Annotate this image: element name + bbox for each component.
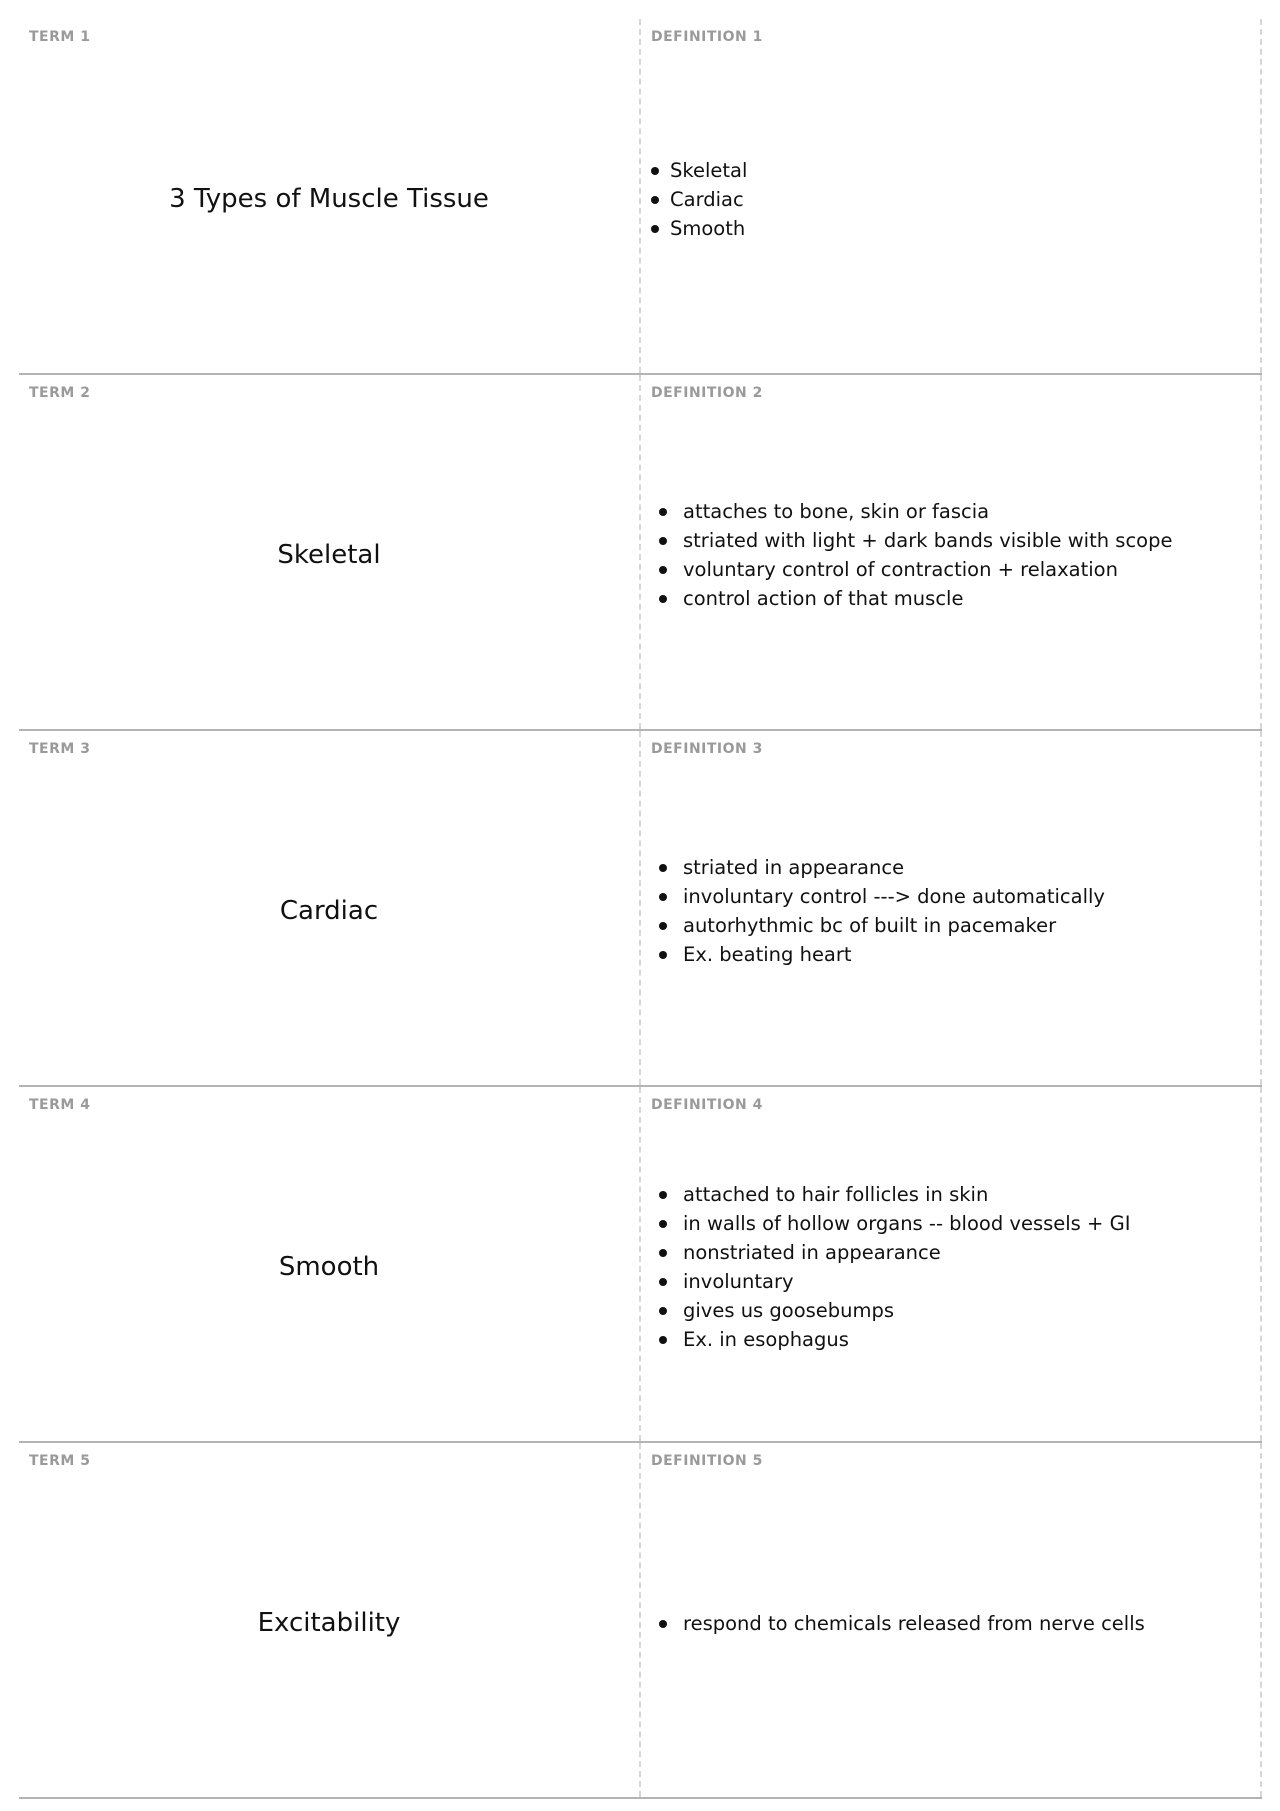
definition-item: voluntary control of contraction + relaxation bbox=[641, 555, 1172, 584]
definition-cell bbox=[641, 19, 1262, 373]
term-label: TERM 3 bbox=[29, 741, 91, 757]
flashcard-4 bbox=[19, 1087, 1262, 1443]
definition-cell bbox=[641, 375, 1262, 729]
definition-body bbox=[641, 1443, 1260, 1797]
definition-item: involuntary control ---> done automatically bbox=[641, 882, 1105, 911]
term-label: TERM 5 bbox=[29, 1453, 91, 1469]
definition-list bbox=[641, 497, 1172, 613]
definition-item: attaches to bone, skin or fascia bbox=[641, 497, 1172, 526]
definition-body bbox=[641, 731, 1260, 1085]
definition-label: DEFINITION 4 bbox=[651, 1097, 763, 1113]
definition-item: Cardiac bbox=[641, 185, 747, 214]
term-cell bbox=[19, 375, 641, 729]
definition-body bbox=[641, 375, 1260, 729]
definition-item: in walls of hollow organs -- blood vessels + GI bbox=[641, 1209, 1130, 1238]
flashcard-1 bbox=[19, 19, 1262, 375]
definition-label: DEFINITION 5 bbox=[651, 1453, 763, 1469]
flashcard-2 bbox=[19, 375, 1262, 731]
definition-list bbox=[641, 853, 1105, 969]
flashcard-3 bbox=[19, 731, 1262, 1087]
definition-list bbox=[641, 1180, 1130, 1354]
definition-cell bbox=[641, 1443, 1262, 1797]
definition-item: Smooth bbox=[641, 214, 747, 243]
flashcard-sheet bbox=[19, 19, 1262, 1799]
definition-item: attached to hair follicles in skin bbox=[641, 1180, 1130, 1209]
definition-label: DEFINITION 1 bbox=[651, 29, 763, 45]
definition-body bbox=[641, 19, 1260, 373]
term-text: Smooth bbox=[278, 1252, 380, 1282]
definition-list bbox=[641, 1609, 1145, 1638]
definition-body bbox=[641, 1087, 1260, 1441]
term-text: Excitability bbox=[257, 1608, 401, 1638]
term-cell bbox=[19, 1087, 641, 1441]
term-label: TERM 2 bbox=[29, 385, 91, 401]
definition-item: striated in appearance bbox=[641, 853, 1105, 882]
definition-item: Ex. beating heart bbox=[641, 940, 1105, 969]
definition-label: DEFINITION 2 bbox=[651, 385, 763, 401]
definition-list bbox=[641, 156, 747, 243]
term-text: Cardiac bbox=[279, 896, 379, 926]
term-label: TERM 4 bbox=[29, 1097, 91, 1113]
term-label: TERM 1 bbox=[29, 29, 91, 45]
definition-item: Ex. in esophagus bbox=[641, 1325, 1130, 1354]
term-cell bbox=[19, 1443, 641, 1797]
definition-cell bbox=[641, 731, 1262, 1085]
definition-item: autorhythmic bc of built in pacemaker bbox=[641, 911, 1105, 940]
definition-item: nonstriated in appearance bbox=[641, 1238, 1130, 1267]
term-cell bbox=[19, 19, 641, 373]
definition-item: gives us goosebumps bbox=[641, 1296, 1130, 1325]
definition-item: involuntary bbox=[641, 1267, 1130, 1296]
term-text: 3 Types of Muscle Tissue bbox=[169, 184, 489, 214]
definition-item: striated with light + dark bands visible with scope bbox=[641, 526, 1172, 555]
definition-item: respond to chemicals released from nerve cells bbox=[641, 1609, 1145, 1638]
term-cell bbox=[19, 731, 641, 1085]
definition-item: control action of that muscle bbox=[641, 584, 1172, 613]
definition-cell bbox=[641, 1087, 1262, 1441]
definition-item: Skeletal bbox=[641, 156, 747, 185]
flashcard-5 bbox=[19, 1443, 1262, 1799]
definition-label: DEFINITION 3 bbox=[651, 741, 763, 757]
term-text: Skeletal bbox=[277, 540, 381, 570]
